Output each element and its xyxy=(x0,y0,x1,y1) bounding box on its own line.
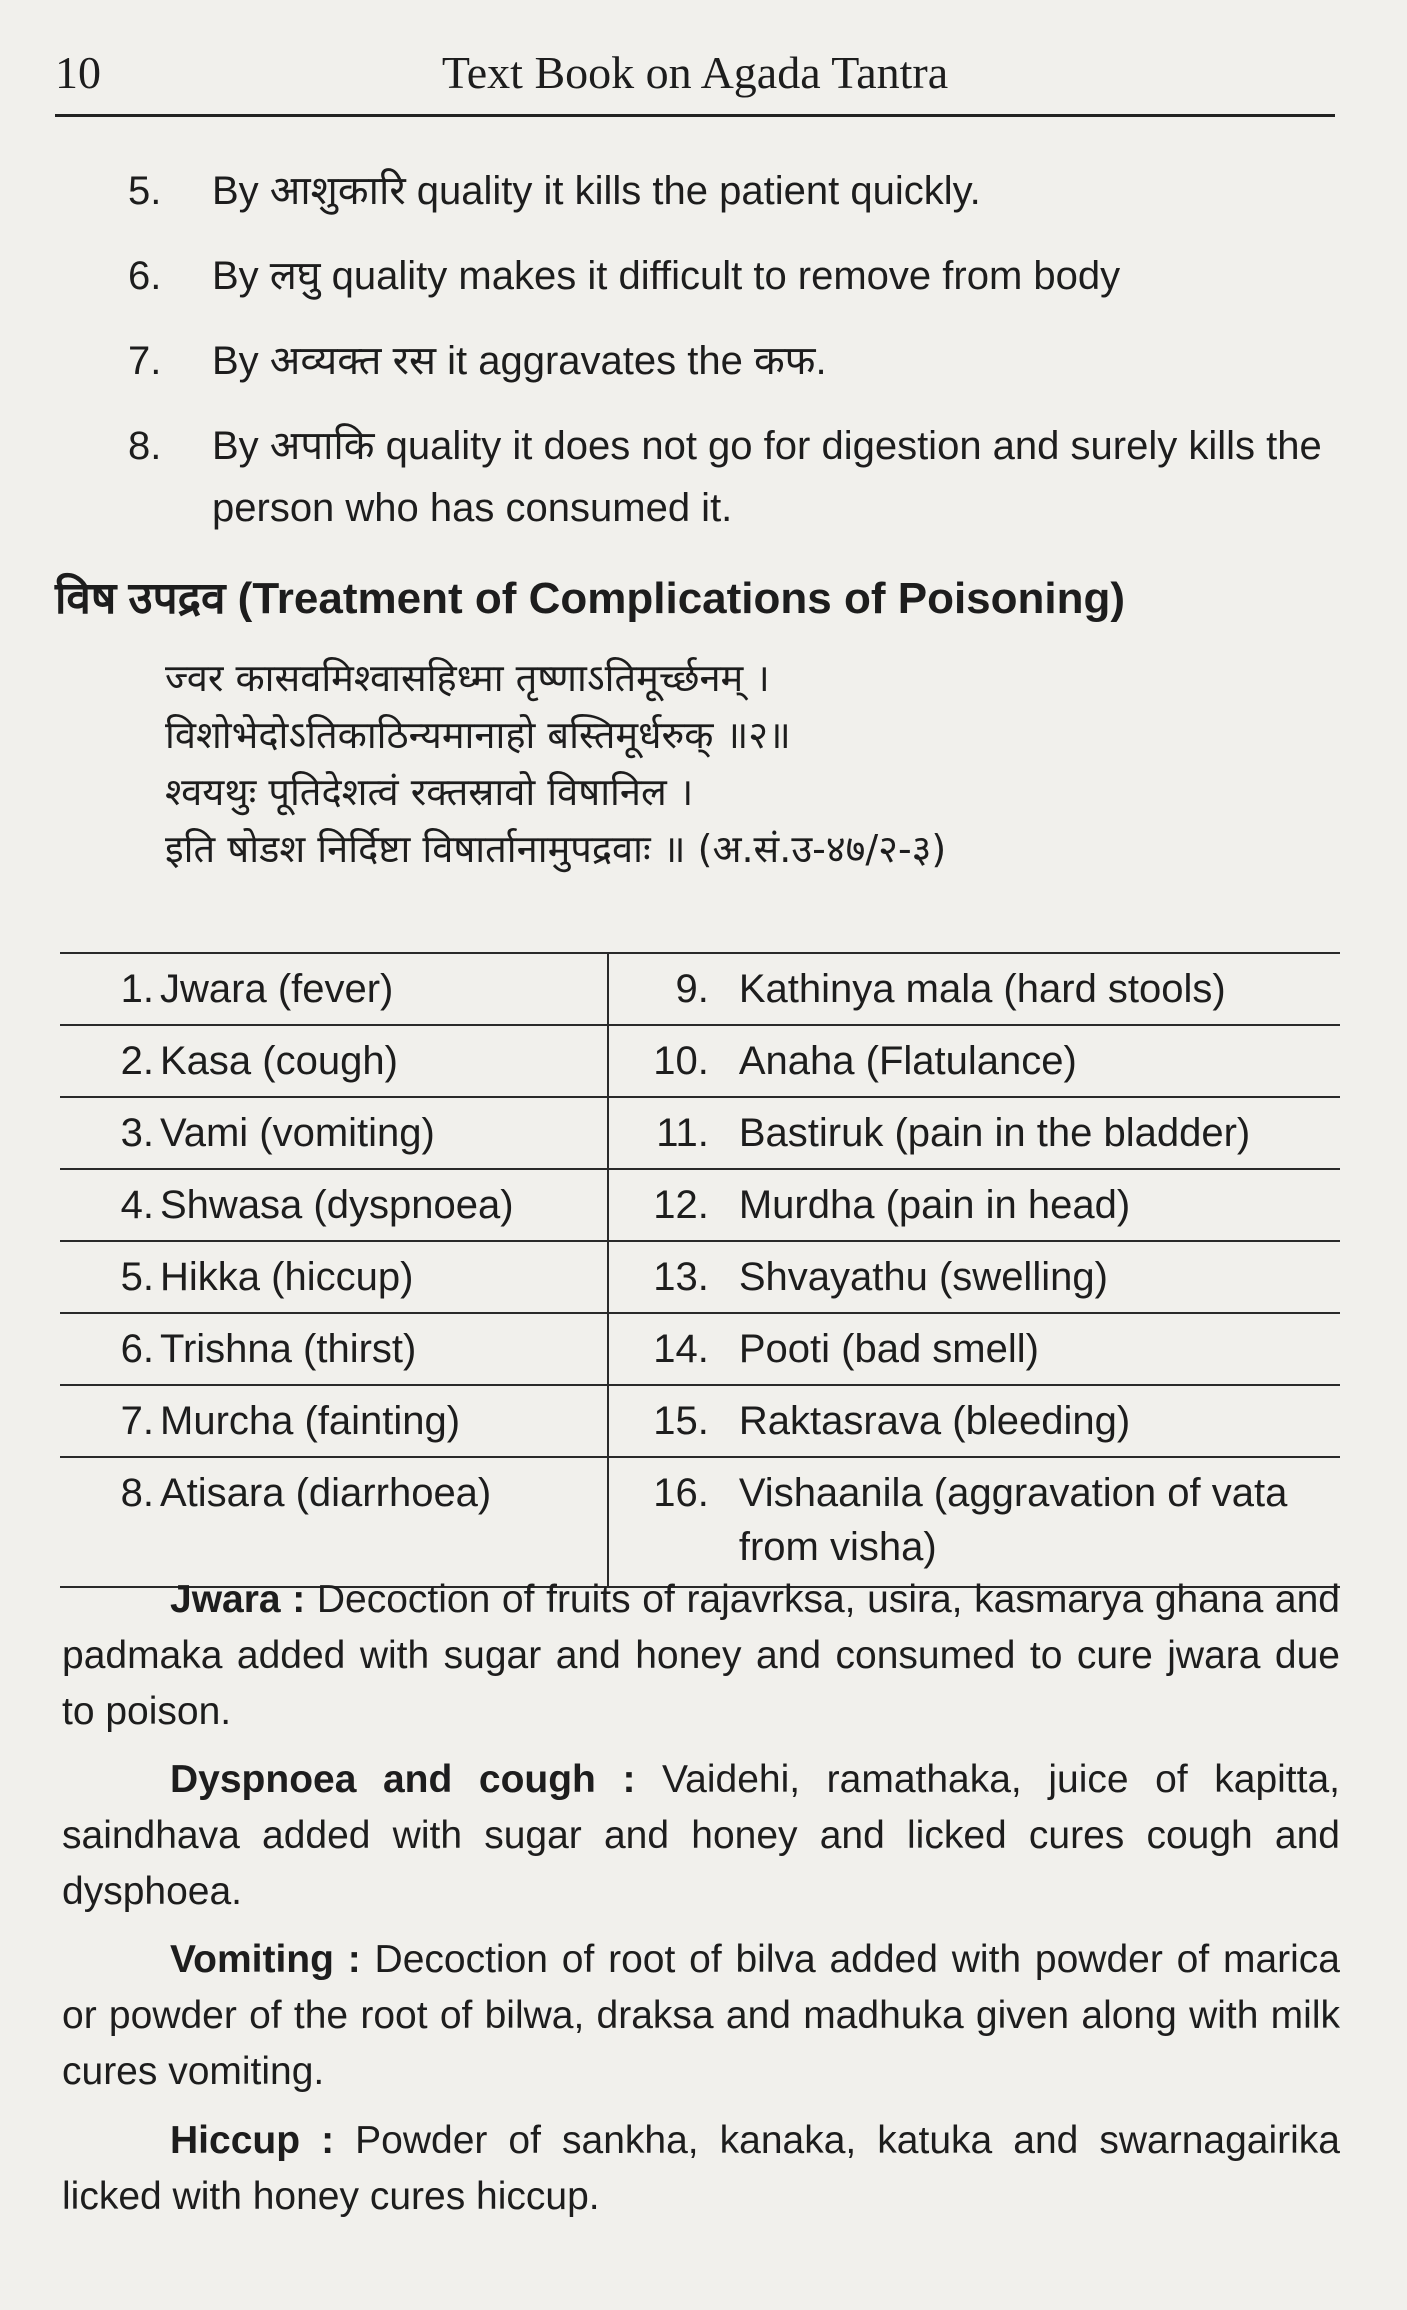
treatment-term: Vomiting : xyxy=(170,1938,361,1981)
complications-table xyxy=(60,952,1340,1588)
table-row xyxy=(60,1241,1340,1313)
list-item-number: 5. xyxy=(128,169,162,213)
cell-text: Raktasrava (bleeding) xyxy=(738,1399,1131,1443)
list-item xyxy=(128,415,1343,539)
header-rule xyxy=(55,114,1335,117)
table-cell xyxy=(60,1313,608,1385)
table-cell xyxy=(60,1241,608,1313)
cell-number: 10. xyxy=(653,1039,709,1083)
verse-line: इति षोडश निर्दिष्टा विषार्तानामुपद्रवाः ॥ (अ.सं.उ-४७/२-३) xyxy=(165,827,947,871)
cell-number: 11. xyxy=(656,1111,709,1155)
cell-text: Bastiruk (pain in the bladder) xyxy=(738,1111,1251,1155)
cell-number: 14. xyxy=(653,1327,709,1371)
list-item-text: By अपाकि quality it does not go for digestion and surely kills the person who has consumed it. xyxy=(212,424,1322,530)
cell-number: 3. xyxy=(120,1111,154,1155)
treatment-term: Hiccup : xyxy=(170,2119,335,2162)
cell-text: Kathinya mala (hard stools) xyxy=(738,967,1226,1011)
cell-number: 8. xyxy=(120,1471,154,1515)
cell-text: Pooti (bad smell) xyxy=(738,1327,1039,1371)
verse-line: ज्वर कासवमिश्वासहिध्मा तृष्णाऽतिमूर्च्छनम् । xyxy=(165,656,770,700)
cell-number: 13. xyxy=(653,1255,709,1299)
cell-number: 4. xyxy=(120,1183,154,1227)
table-row xyxy=(60,1097,1340,1169)
list-item-number: 8. xyxy=(128,424,162,468)
treatment-text: Powder of sankha, kanaka, katuka and swarnagairika licked with honey cures hiccup. xyxy=(62,2119,1340,2218)
treatment-text: Decoction of root of bilva added with powder of marica or powder of the root of bilwa, draksa and madhuka given along with milk cures vomiting. xyxy=(62,1938,1340,2093)
cell-number: 6. xyxy=(120,1327,154,1371)
treatment-paragraph xyxy=(62,1572,1340,1740)
table-cell xyxy=(608,1241,1340,1313)
cell-text: Shvayathu (swelling) xyxy=(738,1255,1108,1299)
treatment-text: Decoction of fruits of rajavrksa, usira, kasmarya ghana and padmaka added with sugar and honey and consumed to cure jwara due to poison. xyxy=(62,1578,1340,1733)
sanskrit-verse xyxy=(165,650,1315,878)
cell-text: Anaha (Flatulance) xyxy=(738,1039,1077,1083)
cell-text: Murcha (fainting) xyxy=(160,1399,461,1443)
table-row xyxy=(60,953,1340,1025)
treatment-paragraph xyxy=(62,2113,1340,2225)
table-cell xyxy=(608,1025,1340,1097)
table-cell xyxy=(608,1385,1340,1457)
property-list xyxy=(128,160,1343,562)
table-cell xyxy=(608,1097,1340,1169)
cell-text: Vami (vomiting) xyxy=(160,1111,435,1155)
cell-text: Atisara (diarrhoea) xyxy=(160,1471,492,1515)
section-heading: विष उपद्रव (Treatment of Complications of Poisoning) xyxy=(55,574,1126,623)
table-row xyxy=(60,1313,1340,1385)
table-cell xyxy=(60,1097,608,1169)
table-cell xyxy=(608,1313,1340,1385)
running-title: Text Book on Agada Tantra xyxy=(441,47,949,98)
treatment-term: Dyspnoea and cough : xyxy=(170,1758,636,1801)
cell-number: 15. xyxy=(653,1399,709,1443)
cell-number: 1. xyxy=(120,967,154,1011)
list-item-text: By आशुकारि quality it kills the patient quickly. xyxy=(212,169,981,213)
cell-text: Kasa (cough) xyxy=(160,1039,398,1083)
treatment-paragraph xyxy=(62,1932,1340,2100)
cell-number: 2. xyxy=(120,1039,154,1083)
table-cell xyxy=(60,953,608,1025)
cell-number: 9. xyxy=(675,967,709,1011)
treatment-term: Jwara : xyxy=(170,1578,306,1621)
table-row xyxy=(60,1457,1340,1587)
table-cell xyxy=(60,1385,608,1457)
cell-text: Vishaanila (aggravation of vata from visha) xyxy=(738,1471,1288,1569)
page-number: 10 xyxy=(55,47,101,98)
cell-number: 16. xyxy=(653,1471,709,1515)
cell-text: Hikka (hiccup) xyxy=(160,1255,414,1299)
list-item-text: By अव्यक्त रस it aggravates the कफ. xyxy=(212,339,827,383)
list-item xyxy=(128,245,1343,307)
treatment-paragraph xyxy=(62,1752,1340,1920)
cell-number: 5. xyxy=(120,1255,154,1299)
cell-text: Shwasa (dyspnoea) xyxy=(160,1183,514,1227)
table-cell xyxy=(60,1025,608,1097)
treatment-text: Vaidehi, ramathaka, juice of kapitta, saindhava added with sugar and honey and licked cures cough and dysphoea. xyxy=(62,1758,1340,1913)
list-item xyxy=(128,160,1343,222)
table-row xyxy=(60,1385,1340,1457)
list-item-number: 6. xyxy=(128,254,162,298)
list-item-number: 7. xyxy=(128,339,162,383)
cell-text: Murdha (pain in head) xyxy=(738,1183,1131,1227)
table-row xyxy=(60,1025,1340,1097)
cell-text: Jwara (fever) xyxy=(160,967,394,1011)
cell-number: 7. xyxy=(120,1399,154,1443)
cell-text: Trishna (thirst) xyxy=(160,1327,417,1371)
table-cell xyxy=(60,1457,608,1587)
page-header xyxy=(55,42,1335,117)
table-cell xyxy=(60,1169,608,1241)
list-item-text: By लघु quality makes it difficult to remove from body xyxy=(212,254,1121,298)
table-cell xyxy=(608,953,1340,1025)
verse-line: श्वयथुः पूतिदेशत्वं रक्तस्रावो विषानिल । xyxy=(165,770,694,814)
verse-line: विशोभेदोऽतिकाठिन्यमानाहो बस्तिमूर्धरुक् ॥२॥ xyxy=(165,713,791,757)
list-item xyxy=(128,330,1343,392)
table-row xyxy=(60,1169,1340,1241)
table-cell xyxy=(608,1169,1340,1241)
cell-number: 12. xyxy=(653,1183,709,1227)
table-cell xyxy=(608,1457,1340,1587)
